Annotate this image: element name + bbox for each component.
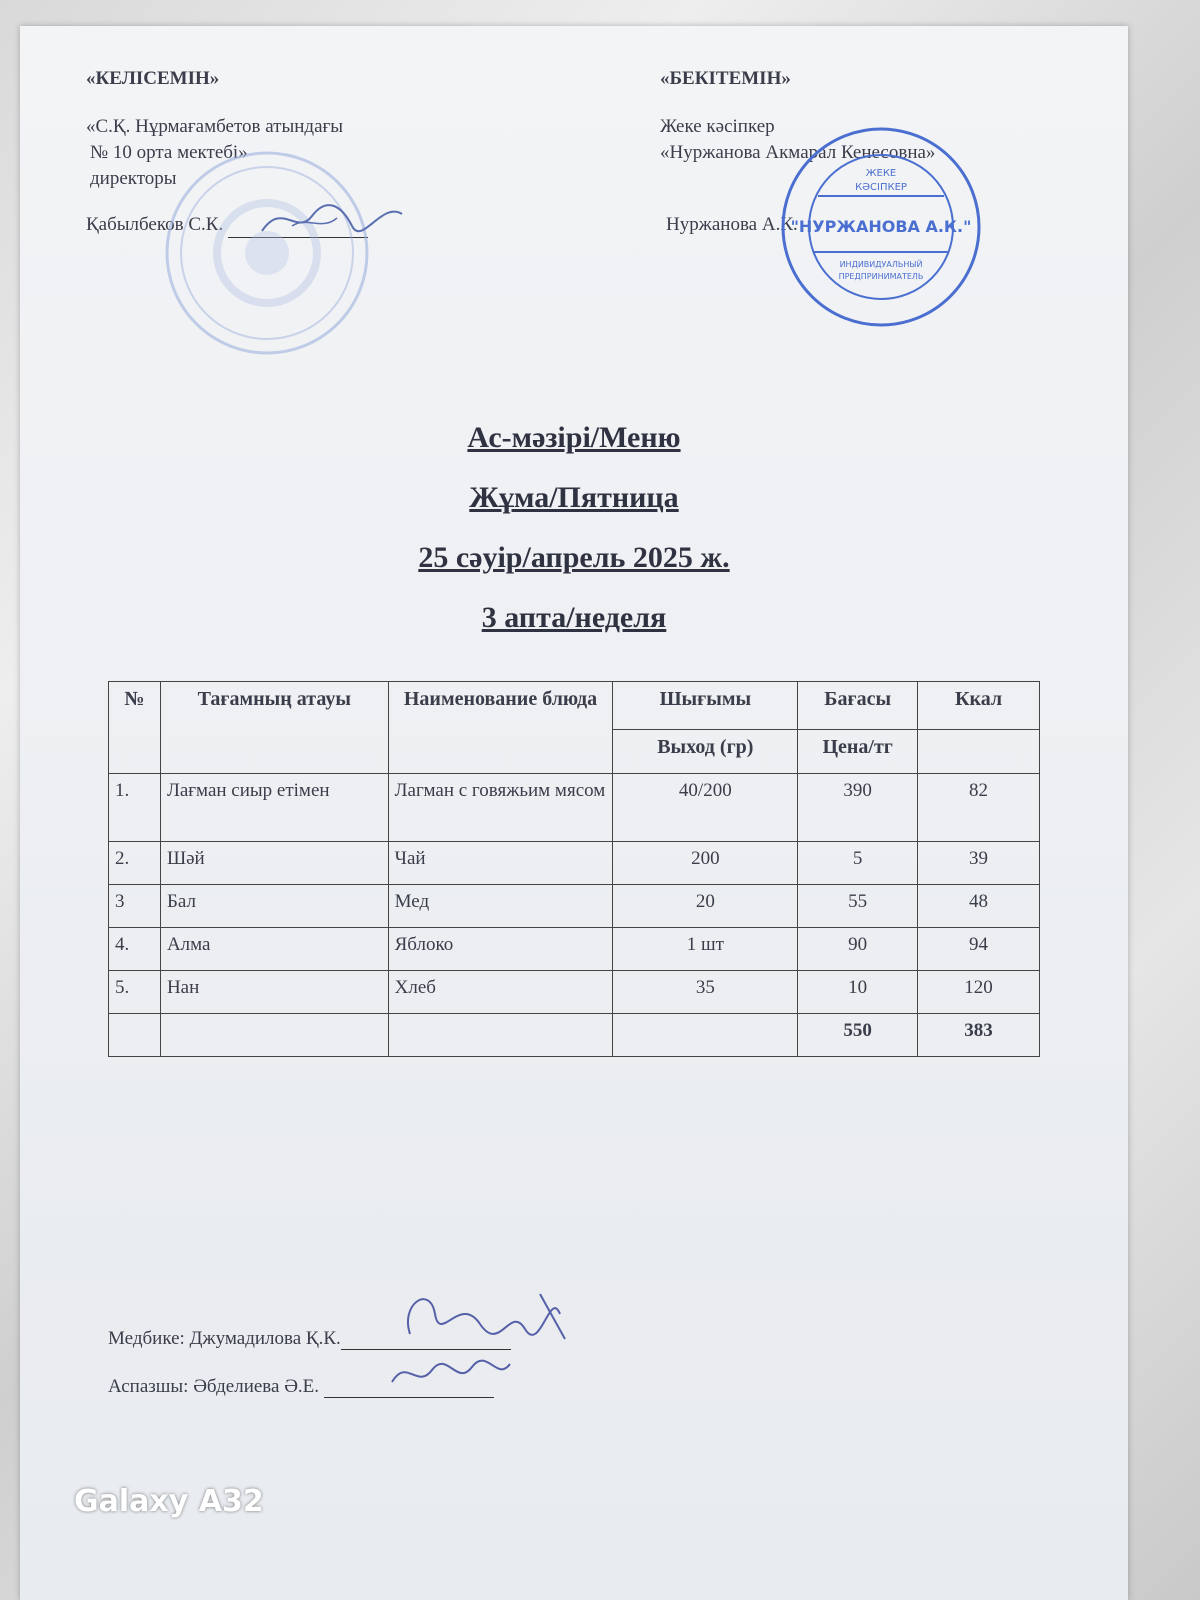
dish-yield: 200 [613,842,798,885]
col-kcal-empty [918,730,1040,774]
dish-kcal: 120 [918,971,1040,1014]
camera-watermark: Galaxy A32 [74,1484,264,1519]
col-name-ru-header: Наименование блюда [388,682,613,774]
stamp-text-3: ИНДИВИДУАЛЬНЫЙ [839,260,923,269]
col-price-ru-header: Цена/тг [798,730,918,774]
dish-name-ru: Лагман с говяжьим мясом [388,774,613,842]
table-row [109,774,1040,842]
menu-titles [20,421,1128,661]
school-line-1: «С.Қ. Нұрмағамбетов атындағы [86,116,344,137]
totals-empty-3 [388,1014,613,1057]
entrepreneur-stamp [778,124,984,330]
menu-week: 3 апта/неделя [481,601,667,634]
cook-label: Аспазшы: Әбделиева Ә.Е. [108,1376,320,1397]
dish-name-kz: Алма [160,928,388,971]
school-line-2: № 10 орта мектебі» [90,142,248,163]
total-kcal: 383 [918,1014,1040,1057]
dish-price: 390 [798,774,918,842]
menu-table [108,681,1040,1057]
dish-name-kz: Нан [160,971,388,1014]
row-number: 1. [109,774,161,842]
dish-name-ru: Яблоко [388,928,613,971]
dish-name-kz: Бал [160,885,388,928]
col-number-header: № [109,682,161,774]
row-number: 3 [109,885,161,928]
header-row-1 [109,682,1040,730]
col-yield-kz-header: Шығымы [613,682,798,730]
stamp-text-4: ПРЕДПРИНИМАТЕЛЬ [838,272,924,281]
school-line-3: директоры [90,168,177,189]
nurse-signature [390,1284,580,1354]
table-row [109,928,1040,971]
dish-price: 90 [798,928,918,971]
table-row [109,971,1040,1014]
menu-day: Жұма/Пятница [469,481,679,514]
approved-title: «БЕКІТЕМІН» [660,68,791,89]
menu-date: 25 сәуір/апрель 2025 ж. [418,541,730,574]
table-row [109,842,1040,885]
stamp-text-2: КӘСІПКЕР [855,182,907,193]
nurse-label: Медбике: Джумадилова Қ.К. [108,1328,341,1349]
totals-empty-1 [109,1014,161,1057]
dish-name-ru: Мед [388,885,613,928]
director-name: Қабылбеков С.К. [86,214,224,235]
dish-kcal: 48 [918,885,1040,928]
entrepreneur-name: Нуржанова А.К. [666,214,798,235]
totals-empty-2 [160,1014,388,1057]
director-signature [252,196,412,246]
dish-kcal: 94 [918,928,1040,971]
dish-price: 5 [798,842,918,885]
dish-yield: 40/200 [613,774,798,842]
col-price-kz-header: Бағасы [798,682,918,730]
document-page [20,26,1128,1600]
total-price: 550 [798,1014,918,1057]
dish-name-kz: Шәй [160,842,388,885]
menu-title: Ас-мәзірі/Меню [467,421,681,454]
row-number: 5. [109,971,161,1014]
totals-row [109,1014,1040,1057]
col-yield-ru-header: Выход (гр) [613,730,798,774]
dish-yield: 35 [613,971,798,1014]
stamp-text-1: ЖЕКЕ [865,168,897,179]
dish-yield: 1 шт [613,928,798,971]
totals-empty-4 [613,1014,798,1057]
dish-yield: 20 [613,885,798,928]
table-row [109,885,1040,928]
cook-signature [382,1352,522,1396]
agreed-title: «КЕЛІСЕМІН» [86,68,220,89]
dish-price: 55 [798,885,918,928]
stamp-name: "НУРЖАНОВА А.К." [790,217,972,236]
dish-price: 10 [798,971,918,1014]
dish-name-ru: Хлеб [388,971,613,1014]
dish-name-kz: Лағман сиыр етімен [160,774,388,842]
row-number: 4. [109,928,161,971]
school-stamp [162,148,372,358]
col-name-kz-header: Тағамның атауы [160,682,388,774]
dish-name-ru: Чай [388,842,613,885]
col-kcal-header: Ккал [918,682,1040,730]
dish-kcal: 39 [918,842,1040,885]
entrepreneur-line-2: «Нуржанова Акмарал Кенесовна» [660,142,936,163]
entrepreneur-line-1: Жеке кәсіпкер [660,116,775,137]
dish-kcal: 82 [918,774,1040,842]
row-number: 2. [109,842,161,885]
